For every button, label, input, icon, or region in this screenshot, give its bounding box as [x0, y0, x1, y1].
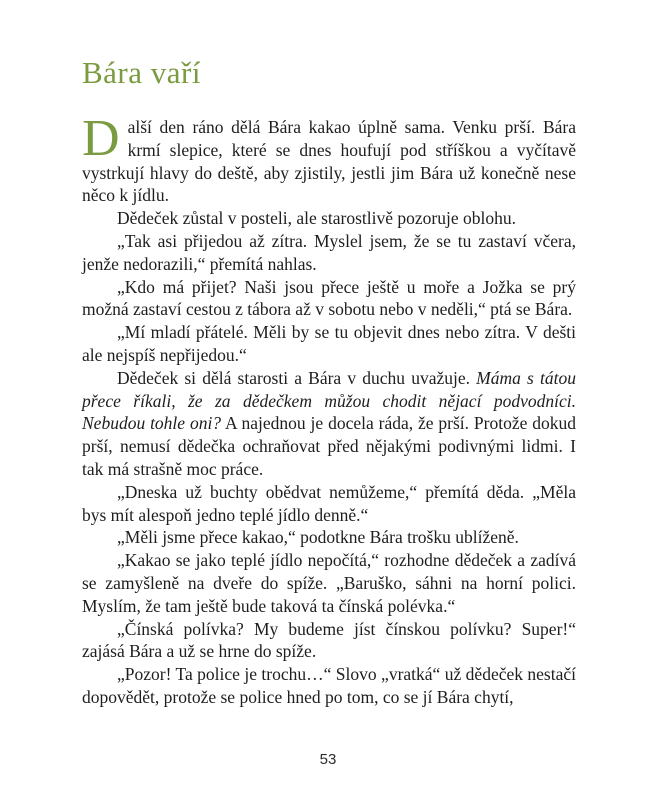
text-segment: „Pozor! Ta police je trochu…“ Slovo „vratká“ už dědeček nestačí dopovědět, protože se police hned po tom, co se jí Bára chytí, [82, 664, 576, 708]
paragraph [82, 526, 576, 549]
paragraph [82, 110, 576, 207]
body-text [82, 110, 577, 709]
text-segment: „Kakao se jako teplé jídlo nepočítá,“ rozhodne dědeček a zadívá se zamyšleně na dveře do spíže. „Baruško, sáhni na horní polici. Myslím, že tam ještě bude taková ta čínská polévka.“ [82, 550, 576, 616]
text-segment: A najednou je docela ráda, že prší. Protože dokud prší, nemusí dědečka ochraňovat před nějakými podivnými lidmi. I tak má strašně moc práce. [82, 413, 576, 480]
paragraph [82, 276, 576, 322]
paragraph [82, 663, 576, 709]
text-segment: „Kdo má přijet? Naši jsou přece ještě u moře a Jožka se prý možná zastaví cestou z tábora až v sobotu nebo v neděli,“ ptá se Bára. [82, 276, 576, 320]
chapter-title: Bára vaří [82, 55, 201, 90]
text-segment: Dědeček zůstal v posteli, ale starostlivě pozoruje oblohu. [117, 208, 516, 229]
text-segment: alší den ráno dělá Bára kakao úplně sama. Venku prší. Bára krmí slepice, které se dnes houfují pod stříškou a vyčítavě vystrkují hlavy do deště, aby zjistily, jestli jim Bára už konečně nese něco k jídlu. [82, 117, 576, 206]
page-number: 53 [319, 751, 337, 768]
paragraph [82, 367, 576, 481]
text-segment: „Měli jsme přece kakao,“ podotkne Bára trošku ublíženě. [117, 527, 519, 548]
italic-text-segment: Máma s tátou přece říkali, že za dědečkem můžou chodit nějací podvodníci. Nebudou tohle oni? [82, 367, 577, 434]
text-segment: „Tak asi přijedou až zítra. Myslel jsem, že se tu zastaví včera, jenže nedorazili,“ přemítá nahlas. [82, 231, 576, 274]
text-segment: „Čínská polívka? My budeme jíst čínskou polívku? Super!“ zajásá Bára a už se hrne do spíže. [82, 618, 576, 662]
paragraph [82, 618, 576, 664]
paragraph [82, 549, 576, 617]
paragraph [82, 481, 576, 527]
paragraph [82, 207, 576, 230]
paragraph [82, 321, 576, 367]
text-column [82, 56, 576, 709]
drop-cap: D [82, 110, 120, 168]
paragraph [82, 230, 576, 276]
text-segment: Dědeček si dělá starosti a Bára v duchu uvažuje. [117, 367, 477, 388]
text-segment: „Dneska už buchty obědvat nemůžeme,“ přemítá děda. „Měla bys mít alespoň jedno teplé jídlo denně.“ [82, 481, 576, 525]
text-segment: „Mí mladí přátelé. Měli by se tu objevit dnes nebo zítra. V dešti ale nejspíš nepřijedou.“ [82, 322, 576, 366]
